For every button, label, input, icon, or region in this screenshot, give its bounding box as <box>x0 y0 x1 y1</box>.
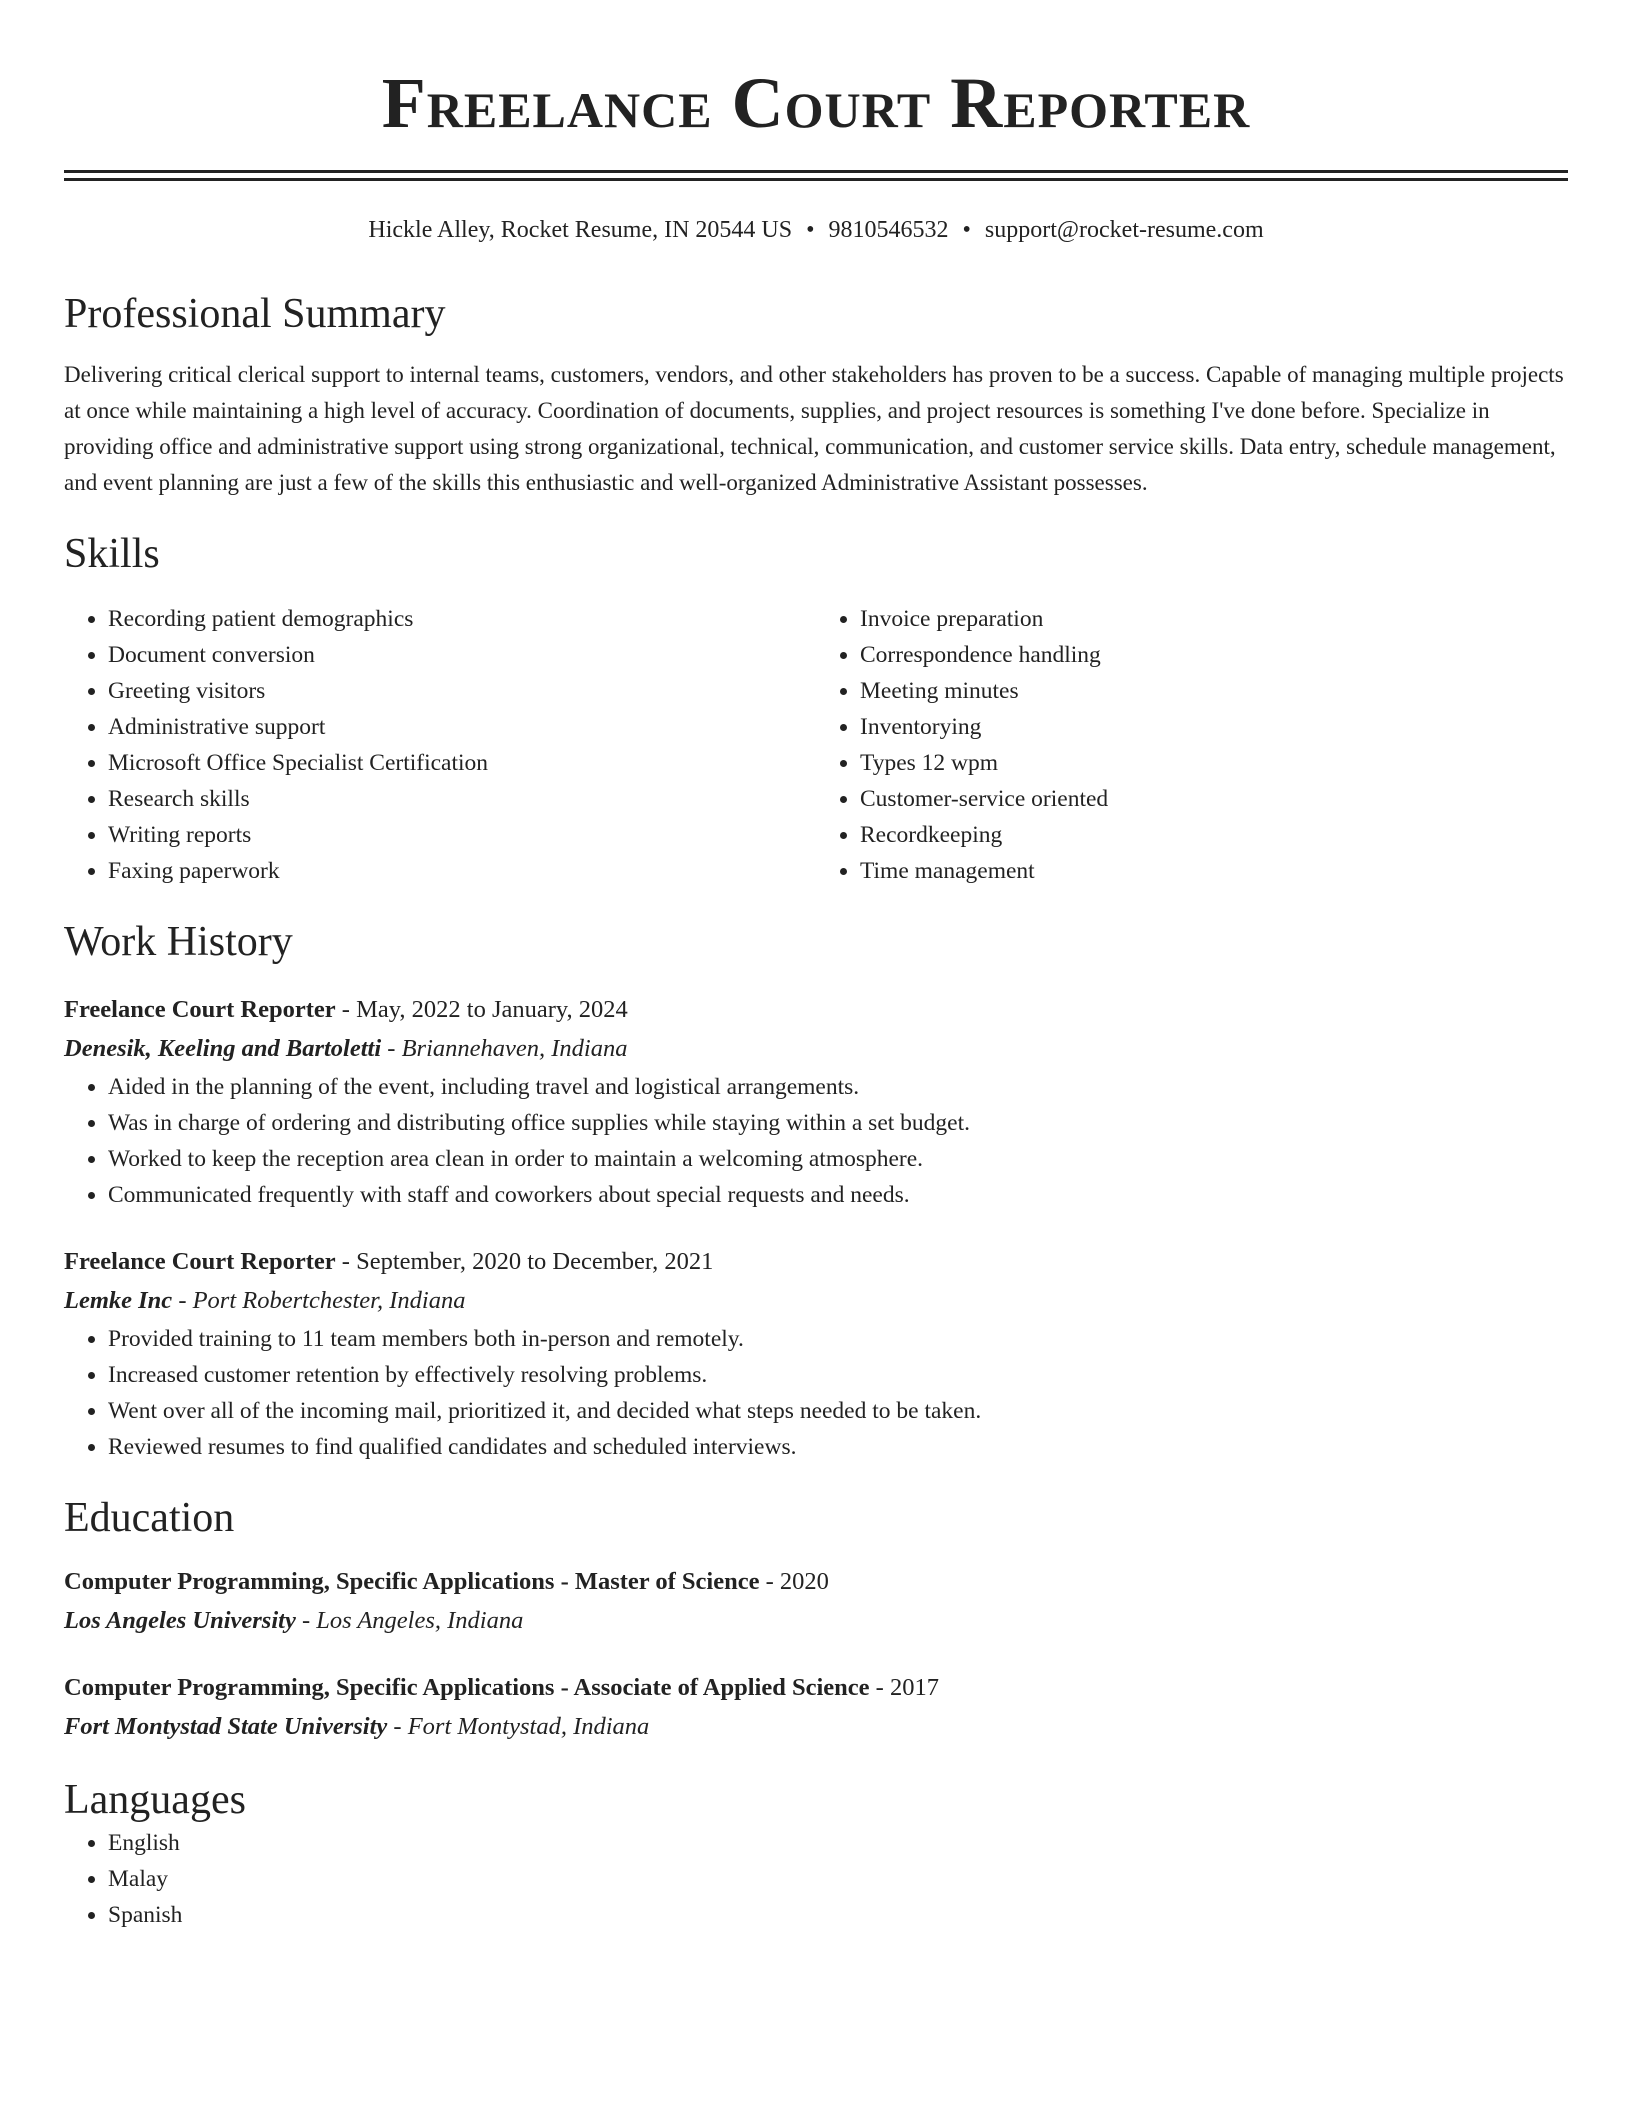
language-item: • Malay <box>108 1861 1568 1897</box>
skill-item: • Recording patient demographics <box>108 601 816 637</box>
bullet-separator: • <box>962 217 971 243</box>
skill-item: • Time management <box>860 853 1568 889</box>
degree-year: - 2017 <box>869 1674 939 1701</box>
skills-columns <box>64 601 1568 889</box>
skill-item: • Administrative support <box>108 709 816 745</box>
job-entry <box>64 1243 1568 1465</box>
languages-list <box>64 1825 1568 1933</box>
job-duty: • Reviewed resumes to find qualified candidates and scheduled interviews. <box>108 1429 1568 1465</box>
job-title: Freelance Court Reporter <box>64 1248 336 1275</box>
skill-item: • Invoice preparation <box>860 601 1568 637</box>
school-name: Los Angeles University <box>64 1607 296 1634</box>
header-divider-bottom <box>64 178 1568 181</box>
job-title: Freelance Court Reporter <box>64 996 336 1023</box>
school-line <box>64 1601 1568 1641</box>
job-company: Denesik, Keeling and Bartoletti <box>64 1035 382 1062</box>
degree-title: Computer Programming, Specific Applications - Master of Science <box>64 1568 760 1595</box>
resume-name: Freelance Court Reporter <box>381 63 1251 143</box>
school-line <box>64 1707 1568 1747</box>
job-entry <box>64 991 1568 1213</box>
skill-item: • Types 12 wpm <box>860 745 1568 781</box>
education-heading: Education <box>64 1495 235 1541</box>
degree-line <box>64 1563 1568 1601</box>
skill-item: • Faxing paperwork <box>108 853 816 889</box>
degree-title: Computer Programming, Specific Applications - Associate of Applied Science <box>64 1674 870 1701</box>
work-history-heading: Work History <box>64 919 293 965</box>
degree-line <box>64 1669 1568 1707</box>
bullet-separator: • <box>806 217 815 243</box>
skill-item: • Recordkeeping <box>860 817 1568 853</box>
skill-item: • Document conversion <box>108 637 816 673</box>
school-location: - Los Angeles, Indiana <box>295 1607 524 1634</box>
job-duty: • Aided in the planning of the event, including travel and logistical arrangements. <box>108 1069 1568 1105</box>
job-company: Lemke Inc <box>64 1287 173 1314</box>
skill-item: • Writing reports <box>108 817 816 853</box>
language-item: • English <box>108 1825 1568 1861</box>
education-entry <box>64 1563 1568 1641</box>
summary-heading: Professional Summary <box>64 291 446 337</box>
skills-list-right <box>816 601 1568 889</box>
skill-item: • Greeting visitors <box>108 673 816 709</box>
job-location: - Port Robertchester, Indiana <box>172 1287 466 1314</box>
job-location: - Briannehaven, Indiana <box>381 1035 628 1062</box>
skill-item: • Correspondence handling <box>860 637 1568 673</box>
job-duty: • Went over all of the incoming mail, prioritized it, and decided what steps needed to be taken. <box>108 1393 1568 1429</box>
language-item: • Spanish <box>108 1897 1568 1933</box>
contact-phone: 9810546532 <box>828 217 949 243</box>
skill-item: • Meeting minutes <box>860 673 1568 709</box>
job-dates: - September, 2020 to December, 2021 <box>335 1248 714 1275</box>
job-duty: • Was in charge of ordering and distributing office supplies while staying within a set budget. <box>108 1105 1568 1141</box>
school-location: - Fort Montystad, Indiana <box>387 1713 650 1740</box>
header-divider-top <box>64 170 1568 173</box>
skills-heading: Skills <box>64 531 160 577</box>
job-duty: • Communicated frequently with staff and coworkers about special requests and needs. <box>108 1177 1568 1213</box>
skill-item: • Customer-service oriented <box>860 781 1568 817</box>
skills-column-left <box>64 601 816 889</box>
skill-item: • Inventorying <box>860 709 1568 745</box>
job-dates: - May, 2022 to January, 2024 <box>335 996 628 1023</box>
skills-column-right <box>816 601 1568 889</box>
school-name: Fort Montystad State University <box>64 1713 388 1740</box>
job-duties-list <box>64 1321 1568 1465</box>
job-title-line <box>64 1243 1568 1281</box>
job-company-line <box>64 1281 1568 1321</box>
skill-item: • Research skills <box>108 781 816 817</box>
job-duty: • Provided training to 11 team members both in-person and remotely. <box>108 1321 1568 1357</box>
contact-line <box>64 215 1568 245</box>
contact-email: support@rocket-resume.com <box>984 217 1264 243</box>
skill-item: • Microsoft Office Specialist Certification <box>108 745 816 781</box>
skills-list-left <box>64 601 816 889</box>
job-title-line <box>64 991 1568 1029</box>
degree-year: - 2020 <box>759 1568 829 1595</box>
job-duty: • Increased customer retention by effectively resolving problems. <box>108 1357 1568 1393</box>
job-duty: • Worked to keep the reception area clean in order to maintain a welcoming atmosphere. <box>108 1141 1568 1177</box>
job-company-line <box>64 1029 1568 1069</box>
job-duties-list <box>64 1069 1568 1213</box>
summary-text: Delivering critical clerical support to internal teams, customers, vendors, and other stakeholders has proven to be a success. Capable of managing multiple projects at once while maintaining a high level of accuracy. Coordination of documents, supplies, and project resources is something I've done before. Specialize in providing office and administrative support using strong organizational, technical, communication, and customer service skills. Data entry, schedule management, and event planning are just a few of the skills this enthusiastic and well-organized Administrative Assistant possesses. <box>64 362 1564 495</box>
languages-heading: Languages <box>64 1777 246 1823</box>
education-entry <box>64 1669 1568 1747</box>
contact-address: Hickle Alley, Rocket Resume, IN 20544 US <box>368 217 793 243</box>
